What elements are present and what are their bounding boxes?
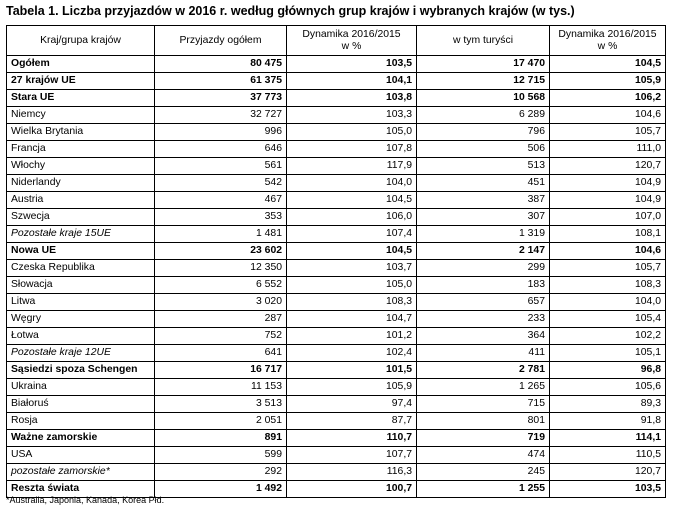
cell-dynamics-tourists: 96,8 xyxy=(550,362,666,379)
cell-dynamics-tourists: 102,2 xyxy=(550,328,666,345)
cell-tourists: 12 715 xyxy=(417,73,550,90)
cell-arrivals: 3 020 xyxy=(155,294,287,311)
cell-tourists: 1 265 xyxy=(417,379,550,396)
cell-dynamics-arrivals: 107,4 xyxy=(287,226,417,243)
cell-dynamics-tourists: 104,6 xyxy=(550,107,666,124)
cell-tourists: 1 255 xyxy=(417,481,550,498)
cell-country: Włochy xyxy=(7,158,155,175)
cell-dynamics-arrivals: 103,7 xyxy=(287,260,417,277)
cell-dynamics-tourists: 105,6 xyxy=(550,379,666,396)
table-row xyxy=(7,413,666,430)
cell-country: Litwa xyxy=(7,294,155,311)
cell-dynamics-tourists: 107,0 xyxy=(550,209,666,226)
cell-arrivals: 6 552 xyxy=(155,277,287,294)
cell-dynamics-arrivals: 107,8 xyxy=(287,141,417,158)
cell-dynamics-arrivals: 103,8 xyxy=(287,90,417,107)
cell-country: Rosja xyxy=(7,413,155,430)
cell-country: Nowa UE xyxy=(7,243,155,260)
cell-dynamics-arrivals: 104,5 xyxy=(287,192,417,209)
cell-arrivals: 599 xyxy=(155,447,287,464)
cell-tourists: 411 xyxy=(417,345,550,362)
cell-dynamics-tourists: 108,3 xyxy=(550,277,666,294)
table-row xyxy=(7,175,666,192)
table-row xyxy=(7,141,666,158)
header-country: Kraj/grupa krajów xyxy=(7,26,155,56)
table-row xyxy=(7,362,666,379)
arrivals-table xyxy=(6,25,666,498)
cell-country: Słowacja xyxy=(7,277,155,294)
table-row xyxy=(7,209,666,226)
cell-dynamics-arrivals: 100,7 xyxy=(287,481,417,498)
cell-country: 27 krajów UE xyxy=(7,73,155,90)
cell-tourists: 715 xyxy=(417,396,550,413)
cell-dynamics-arrivals: 87,7 xyxy=(287,413,417,430)
cell-arrivals: 23 602 xyxy=(155,243,287,260)
cell-dynamics-arrivals: 103,3 xyxy=(287,107,417,124)
cell-tourists: 513 xyxy=(417,158,550,175)
cell-tourists: 719 xyxy=(417,430,550,447)
cell-arrivals: 16 717 xyxy=(155,362,287,379)
cell-country: Sąsiedzi spoza Schengen xyxy=(7,362,155,379)
cell-arrivals: 646 xyxy=(155,141,287,158)
header-dynamics-arrivals: Dynamika 2016/2015 w % xyxy=(287,26,417,56)
table-row xyxy=(7,396,666,413)
cell-arrivals: 287 xyxy=(155,311,287,328)
cell-dynamics-tourists: 104,5 xyxy=(550,56,666,73)
cell-country: Pozostałe kraje 15UE xyxy=(7,226,155,243)
table-row xyxy=(7,124,666,141)
cell-arrivals: 996 xyxy=(155,124,287,141)
cell-tourists: 2 781 xyxy=(417,362,550,379)
cell-country: Ważne zamorskie xyxy=(7,430,155,447)
cell-country: Ogółem xyxy=(7,56,155,73)
cell-arrivals: 467 xyxy=(155,192,287,209)
cell-tourists: 233 xyxy=(417,311,550,328)
table-row xyxy=(7,379,666,396)
cell-tourists: 17 470 xyxy=(417,56,550,73)
table-title: Tabela 1. Liczba przyjazdów w 2016 r. według głównych grup krajów i wybranych krajów (w tys.) xyxy=(6,4,575,18)
cell-dynamics-tourists: 120,7 xyxy=(550,464,666,481)
cell-arrivals: 37 773 xyxy=(155,90,287,107)
table-row xyxy=(7,328,666,345)
cell-arrivals: 353 xyxy=(155,209,287,226)
table-row xyxy=(7,226,666,243)
cell-tourists: 307 xyxy=(417,209,550,226)
cell-dynamics-tourists: 105,7 xyxy=(550,124,666,141)
table-row xyxy=(7,243,666,260)
cell-dynamics-tourists: 104,0 xyxy=(550,294,666,311)
cell-dynamics-tourists: 105,1 xyxy=(550,345,666,362)
cell-dynamics-tourists: 105,4 xyxy=(550,311,666,328)
cell-country: Ukraina xyxy=(7,379,155,396)
cell-dynamics-arrivals: 104,1 xyxy=(287,73,417,90)
cell-dynamics-tourists: 91,8 xyxy=(550,413,666,430)
cell-arrivals: 641 xyxy=(155,345,287,362)
cell-arrivals: 3 513 xyxy=(155,396,287,413)
cell-country: Stara UE xyxy=(7,90,155,107)
cell-country: Francja xyxy=(7,141,155,158)
cell-dynamics-arrivals: 116,3 xyxy=(287,464,417,481)
cell-country: pozostałe zamorskie* xyxy=(7,464,155,481)
header-dynamics-tourists: Dynamika 2016/2015 w % xyxy=(550,26,666,56)
cell-arrivals: 561 xyxy=(155,158,287,175)
cell-country: Reszta świata xyxy=(7,481,155,498)
cell-country: Białoruś xyxy=(7,396,155,413)
table-row xyxy=(7,430,666,447)
cell-arrivals: 292 xyxy=(155,464,287,481)
cell-dynamics-tourists: 110,5 xyxy=(550,447,666,464)
cell-country: Pozostałe kraje 12UE xyxy=(7,345,155,362)
cell-dynamics-tourists: 103,5 xyxy=(550,481,666,498)
cell-dynamics-tourists: 111,0 xyxy=(550,141,666,158)
cell-arrivals: 12 350 xyxy=(155,260,287,277)
cell-dynamics-tourists: 105,7 xyxy=(550,260,666,277)
cell-dynamics-tourists: 106,2 xyxy=(550,90,666,107)
table-header-row xyxy=(7,26,666,56)
table-row xyxy=(7,345,666,362)
cell-arrivals: 32 727 xyxy=(155,107,287,124)
table-row xyxy=(7,56,666,73)
cell-tourists: 364 xyxy=(417,328,550,345)
cell-tourists: 1 319 xyxy=(417,226,550,243)
table-row xyxy=(7,464,666,481)
cell-arrivals: 61 375 xyxy=(155,73,287,90)
cell-tourists: 10 568 xyxy=(417,90,550,107)
table-row xyxy=(7,158,666,175)
cell-dynamics-arrivals: 108,3 xyxy=(287,294,417,311)
table-row xyxy=(7,90,666,107)
table-row xyxy=(7,294,666,311)
cell-dynamics-arrivals: 117,9 xyxy=(287,158,417,175)
cell-dynamics-tourists: 105,9 xyxy=(550,73,666,90)
cell-tourists: 299 xyxy=(417,260,550,277)
cell-dynamics-tourists: 104,9 xyxy=(550,175,666,192)
cell-dynamics-tourists: 120,7 xyxy=(550,158,666,175)
cell-arrivals: 2 051 xyxy=(155,413,287,430)
cell-tourists: 6 289 xyxy=(417,107,550,124)
cell-country: Wielka Brytania xyxy=(7,124,155,141)
footnote: *Australia, Japonia, Kanada, Korea Płd. xyxy=(6,495,165,505)
cell-dynamics-tourists: 89,3 xyxy=(550,396,666,413)
table-row xyxy=(7,260,666,277)
cell-arrivals: 752 xyxy=(155,328,287,345)
cell-dynamics-arrivals: 101,5 xyxy=(287,362,417,379)
cell-tourists: 474 xyxy=(417,447,550,464)
cell-dynamics-arrivals: 105,0 xyxy=(287,277,417,294)
header-arrivals: Przyjazdy ogółem xyxy=(155,26,287,56)
table-row xyxy=(7,107,666,124)
table-row xyxy=(7,73,666,90)
cell-arrivals: 1 481 xyxy=(155,226,287,243)
cell-tourists: 2 147 xyxy=(417,243,550,260)
cell-arrivals: 542 xyxy=(155,175,287,192)
cell-country: Węgry xyxy=(7,311,155,328)
cell-dynamics-arrivals: 104,7 xyxy=(287,311,417,328)
cell-country: Czeska Republika xyxy=(7,260,155,277)
cell-dynamics-tourists: 104,6 xyxy=(550,243,666,260)
cell-dynamics-tourists: 114,1 xyxy=(550,430,666,447)
cell-dynamics-arrivals: 102,4 xyxy=(287,345,417,362)
cell-dynamics-tourists: 104,9 xyxy=(550,192,666,209)
cell-dynamics-arrivals: 104,0 xyxy=(287,175,417,192)
table-row xyxy=(7,447,666,464)
cell-country: Niemcy xyxy=(7,107,155,124)
cell-dynamics-arrivals: 106,0 xyxy=(287,209,417,226)
cell-tourists: 657 xyxy=(417,294,550,311)
header-tourists: w tym turyści xyxy=(417,26,550,56)
cell-dynamics-arrivals: 103,5 xyxy=(287,56,417,73)
cell-country: Szwecja xyxy=(7,209,155,226)
cell-dynamics-arrivals: 104,5 xyxy=(287,243,417,260)
cell-tourists: 796 xyxy=(417,124,550,141)
cell-tourists: 451 xyxy=(417,175,550,192)
cell-arrivals: 1 492 xyxy=(155,481,287,498)
cell-country: Łotwa xyxy=(7,328,155,345)
cell-tourists: 245 xyxy=(417,464,550,481)
table-row xyxy=(7,311,666,328)
cell-dynamics-arrivals: 110,7 xyxy=(287,430,417,447)
cell-dynamics-arrivals: 101,2 xyxy=(287,328,417,345)
cell-tourists: 183 xyxy=(417,277,550,294)
cell-country: Niderlandy xyxy=(7,175,155,192)
cell-arrivals: 11 153 xyxy=(155,379,287,396)
cell-tourists: 506 xyxy=(417,141,550,158)
cell-tourists: 387 xyxy=(417,192,550,209)
cell-dynamics-arrivals: 107,7 xyxy=(287,447,417,464)
cell-dynamics-arrivals: 105,9 xyxy=(287,379,417,396)
cell-arrivals: 891 xyxy=(155,430,287,447)
table-body xyxy=(7,56,666,498)
table-row xyxy=(7,277,666,294)
cell-country: Austria xyxy=(7,192,155,209)
cell-dynamics-tourists: 108,1 xyxy=(550,226,666,243)
cell-country: USA xyxy=(7,447,155,464)
cell-dynamics-arrivals: 105,0 xyxy=(287,124,417,141)
cell-arrivals: 80 475 xyxy=(155,56,287,73)
table-row xyxy=(7,192,666,209)
cell-tourists: 801 xyxy=(417,413,550,430)
cell-dynamics-arrivals: 97,4 xyxy=(287,396,417,413)
